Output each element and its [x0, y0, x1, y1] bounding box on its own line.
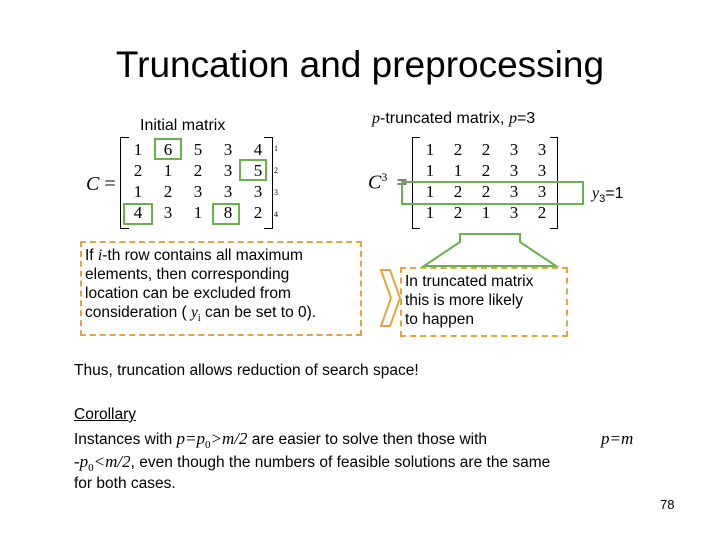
left-note-line: elements, then corresponding — [85, 266, 290, 283]
truncated-matrix-label: p-truncated matrix, p=3 — [372, 110, 536, 127]
row-index: 2 — [274, 166, 278, 175]
highlight-cell-r4c1 — [123, 203, 153, 225]
thus-statement: Thus, truncation allows reduction of search space! — [74, 362, 419, 379]
left-note-box — [80, 241, 362, 336]
matrix-c-row: 2 1 2 3 5 — [133, 160, 263, 180]
row-index: 4 — [274, 210, 278, 219]
highlight-cell-r1c2 — [154, 138, 182, 160]
matrix-c3-row: 1 2 2 3 3 — [425, 139, 547, 159]
corollary-line-1: Instances with $p=p_0>m/2$ are easier to solve then those with p=m — [74, 429, 634, 452]
highlight-cell-r2c5 — [239, 159, 267, 181]
y3-label: $y_3=1$ — [592, 185, 624, 206]
right-note-line: this is more likely — [405, 292, 523, 309]
matrix-c-name: C = — [86, 173, 116, 195]
matrix-c3-row: 1 2 2 3 3 — [425, 181, 547, 201]
right-note-line: In truncated matrix — [405, 273, 534, 290]
corollary-line-3: for both cases. — [74, 475, 176, 492]
corollary-heading: Corollary — [74, 406, 137, 423]
initial-matrix-label: Initial matrix — [140, 117, 226, 134]
highlight-cell-r4c4 — [212, 203, 240, 225]
row-index: 3 — [274, 188, 278, 197]
row-index: 1 — [274, 144, 278, 153]
up-arrow-icon — [420, 232, 560, 268]
right-arrow-icon — [380, 268, 402, 328]
page-number: 78 — [660, 497, 675, 512]
right-note-box — [400, 267, 568, 337]
highlight-row-3 — [401, 181, 584, 205]
slide-title: Truncation and preprocessing — [115, 44, 605, 85]
matrix-c-row: 4 3 1 8 2 — [133, 202, 263, 222]
matrix-c3-row: 1 2 1 3 2 — [425, 202, 547, 222]
left-note-line: location can be excluded from — [85, 285, 291, 302]
left-note-line: If i-th row contains all maximum — [85, 247, 303, 264]
corollary-line-2: $-p_0<m/2$, even though the numbers of feasible solutions are the same — [74, 452, 551, 475]
matrix-c-row: 1 6 5 3 4 — [133, 139, 263, 159]
left-note-line: consideration ( $y_i$ can be set to 0). — [85, 304, 317, 325]
matrix-c3-row: 1 1 2 3 3 — [425, 160, 547, 180]
right-note-line: to happen — [405, 311, 474, 328]
matrix-c3-name: $C^3$ = — [368, 170, 408, 194]
matrix-c-row: 1 2 3 3 3 — [133, 181, 263, 201]
